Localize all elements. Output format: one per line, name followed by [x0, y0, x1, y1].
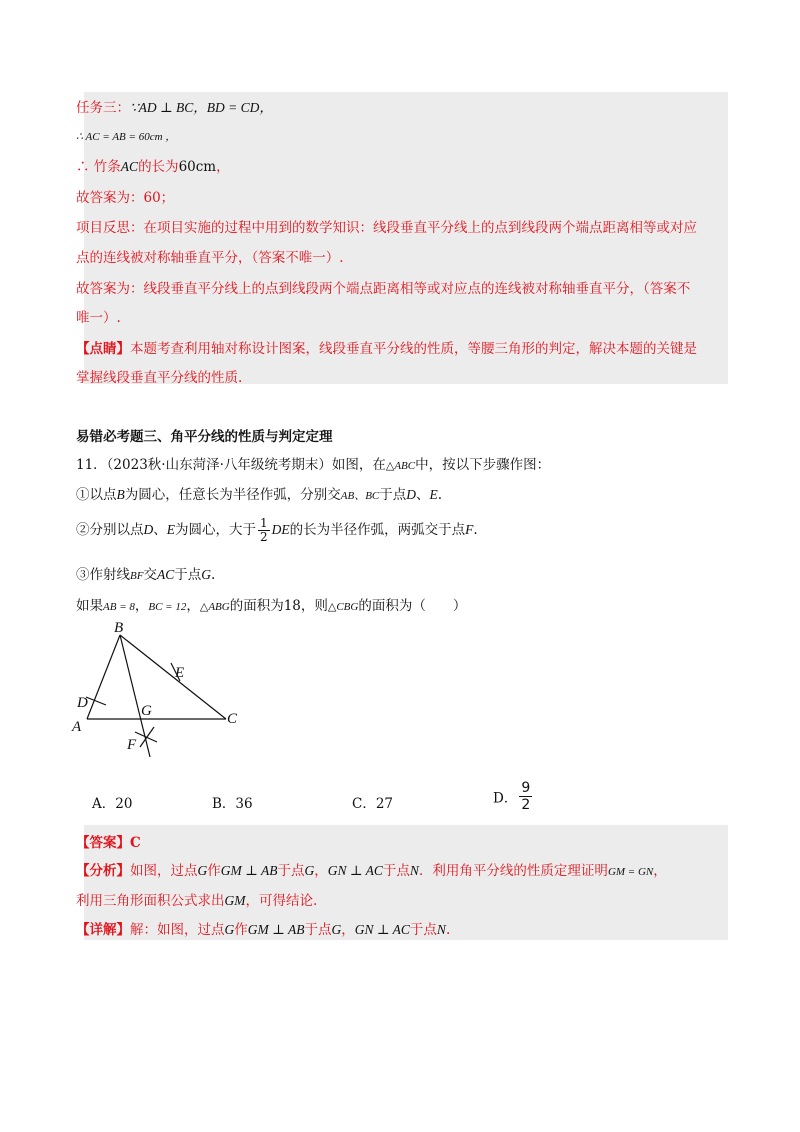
question-line-1: 11．（2023秋·山东菏泽·八年级统考期末）如图，在△ABC中，按以下步骤作图： [76, 457, 551, 473]
solution-line-1: 任务三：∵AD ⊥ BC，BD = CD， [76, 100, 273, 116]
solution-line-6: 点的连线被对称轴垂直平分，（答案不唯一）. [76, 250, 344, 266]
analysis-line-2: 利用三角形面积公式求出GM，可得结论. [76, 893, 318, 909]
solution-line-3: ∴ 竹条AC的长为60cm， [76, 159, 230, 175]
solution-line-10: 掌握线段垂直平分线的性质. [76, 370, 243, 386]
question-line-2: ①以点B为圆心，任意长为半径作弧，分别交AB、BC于点D、E. [76, 487, 443, 503]
arc-mark-D [86, 697, 106, 705]
choice-a[interactable]: A．20 [92, 796, 133, 812]
analysis-line-1: 【分析】如图，过点G作GM ⊥ AB于点G，GN ⊥ AC于点N．利用角平分线的性质定理证明GM = GN， [76, 863, 667, 879]
solution-line-2: ∴ AC = AB = 60cm ， [76, 131, 177, 143]
label-D: D [77, 695, 88, 711]
triangle-figure [60, 615, 260, 765]
label-F: F [127, 737, 137, 753]
label-G: G [141, 703, 152, 719]
label-E: E [175, 665, 185, 681]
detail-line-1: 【详解】解：如图，过点G作GM ⊥ AB于点G，GN ⊥ AC于点N. [76, 922, 451, 938]
answer-line: 【答案】C [76, 835, 141, 851]
solution-line-9: 【点睛】本题考查利用轴对称设计图案，线段垂直平分线的性质，等腰三角形的判定，解决本题的关键是 [76, 341, 697, 357]
question-line-4: ③作射线BF交AC于点G. [76, 567, 216, 583]
label-C: C [227, 711, 238, 727]
choice-b[interactable]: B．36 [212, 796, 253, 812]
section-title: 易错必考题三、角平分线的性质与判定定理 [76, 429, 333, 445]
fraction-nine-halves: $\frac{9}{2}$ [521, 780, 531, 813]
fraction-one-half: $\frac{1}{2}$ [260, 516, 268, 544]
label-B: B [114, 620, 124, 636]
question-line-3: ②分别以点D、E为圆心，大于 $\frac{1}{2}$ DE的长为半径作弧，两弧交于点F. [76, 516, 478, 544]
choice-c[interactable]: C．27 [352, 796, 394, 812]
solution-line-8: 唯一）. [76, 310, 121, 326]
solution-line-4: 故答案为：60； [76, 190, 175, 206]
question-line-5: 如果AB = 8，BC = 12，△ABG的面积为18，则△CBG的面积为（ ） [76, 598, 467, 614]
choice-d[interactable]: D． $\frac{9}{2}$ [493, 780, 531, 813]
segment-AB [87, 635, 120, 719]
segment-BC [120, 635, 226, 719]
label-A: A [72, 719, 82, 735]
solution-line-5: 项目反思：在项目实施的过程中用到的数学知识：线段垂直平分线上的点到线段两个端点距离相等或对应 [76, 220, 697, 236]
solution-line-7: 故答案为：线段垂直平分线上的点到线段两个端点距离相等或对应点的连线被对称轴垂直平分，（答案不 [76, 281, 691, 297]
